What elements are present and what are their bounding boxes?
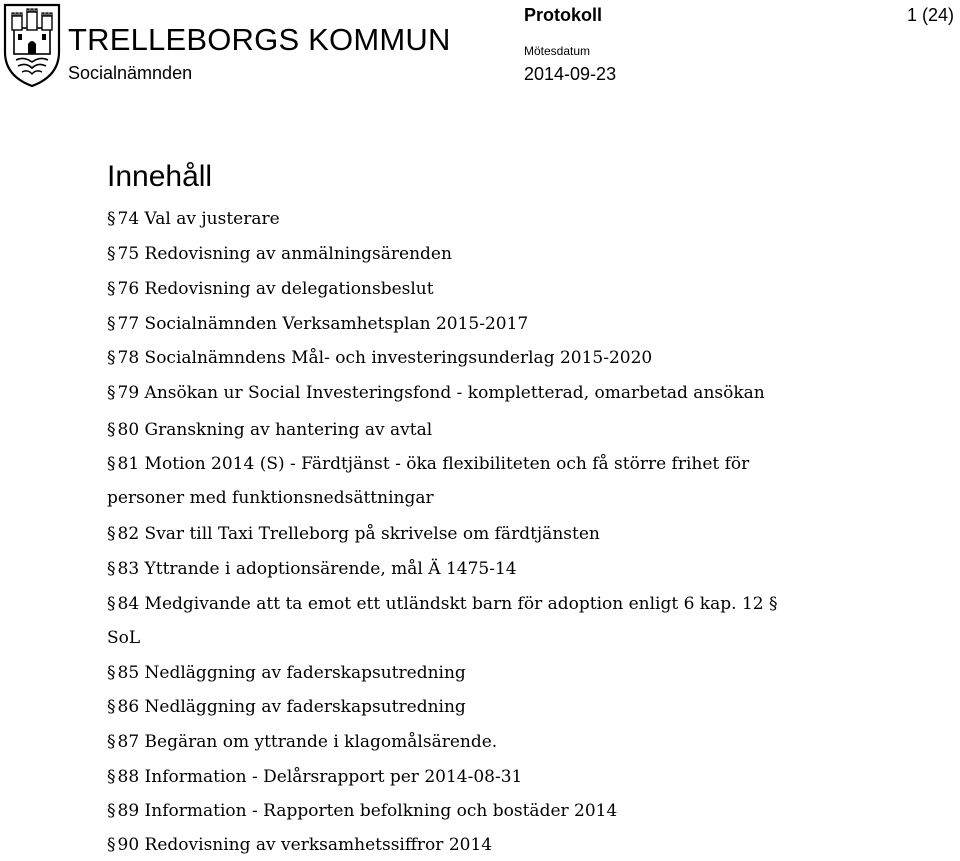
toc-item-number: 75 (117, 244, 140, 264)
toc-item-number: 82 (117, 524, 140, 544)
committee-name: Socialnämnden (68, 63, 193, 83)
section-sign: § (107, 348, 116, 368)
section-sign: § (107, 732, 116, 752)
section-sign: § (107, 801, 116, 821)
toc-item-number: 87 (117, 732, 140, 752)
toc-item-text: Redovisning av delegationsbeslut (144, 279, 434, 299)
section-sign: § (107, 835, 116, 855)
meeting-date: 2014-09-23 (524, 64, 617, 84)
toc-item (107, 452, 749, 476)
section-sign: § (107, 663, 116, 683)
section-sign: § (107, 767, 116, 787)
toc-item (107, 695, 466, 719)
toc-item-number: 86 (117, 697, 140, 717)
toc-item-number: 78 (117, 348, 140, 368)
toc-item-number: 76 (117, 279, 140, 299)
toc-item-number: 85 (117, 663, 140, 683)
section-sign: § (107, 524, 116, 544)
toc-item-text: Ansökan ur Social Investeringsfond - kompletterad, omarbetad ansökan (144, 383, 765, 403)
municipal-coat-of-arms-icon (2, 2, 62, 88)
toc-item-number: 84 (117, 594, 140, 614)
section-sign: § (107, 454, 116, 474)
section-sign: § (107, 314, 116, 334)
organization-title: TRELLEBORGS KOMMUN (68, 22, 451, 57)
toc-item (107, 833, 492, 857)
toc-item (107, 207, 280, 231)
toc-item-text: Nedläggning av faderskapsutredning (144, 663, 466, 683)
toc-item-text: Redovisning av anmälningsärenden (144, 244, 452, 264)
toc-item (107, 242, 452, 266)
toc-item-text: Information - Rapporten befolkning och bostäder 2014 (144, 801, 618, 821)
toc-item-number: 83 (117, 559, 140, 579)
page-number: 1 (24) (906, 5, 954, 25)
toc-item (107, 522, 600, 546)
toc-item-continuation (107, 626, 140, 650)
toc-item-text: Information - Delårsrapport per 2014-08-31 (144, 767, 523, 787)
toc-item-text: Granskning av hantering av avtal (144, 420, 433, 440)
section-sign: § (107, 420, 116, 440)
toc-item-text: Val av justerare (144, 209, 280, 229)
toc-item (107, 557, 517, 581)
toc-item-number: 74 (117, 209, 140, 229)
toc-item (107, 661, 466, 685)
toc-item-text: Socialnämndens Mål- och investeringsunderlag 2015-2020 (144, 348, 653, 368)
meeting-date-label: Mötesdatum (524, 44, 591, 58)
toc-item-text: Socialnämnden Verksamhetsplan 2015-2017 (144, 314, 529, 334)
toc-item-number: 81 (117, 454, 140, 474)
toc-item-text: SoL (107, 628, 141, 648)
toc-item (107, 799, 617, 823)
toc-item (107, 592, 777, 616)
toc-item-number: 89 (117, 801, 140, 821)
section-sign: § (107, 697, 116, 717)
toc-item (107, 346, 652, 370)
toc-heading: Innehåll (107, 160, 213, 193)
section-sign: § (107, 209, 116, 229)
toc-item-text: Begäran om yttrande i klagomålsärende. (144, 732, 498, 752)
toc-item (107, 312, 528, 336)
toc-item (107, 381, 765, 405)
toc-item-text: Redovisning av verksamhetssiffror 2014 (144, 835, 493, 855)
toc-item-text: Svar till Taxi Trelleborg på skrivelse om färdtjänsten (144, 524, 600, 544)
toc-item-text: Yttrande i adoptionsärende, mål Ä 1475-14 (144, 559, 517, 579)
toc-item-text: Medgivande att ta emot ett utländskt barn för adoption enligt 6 kap. 12 § (144, 594, 778, 614)
toc-item-text: Nedläggning av faderskapsutredning (144, 697, 466, 717)
toc-item-number: 79 (117, 383, 140, 403)
section-sign: § (107, 244, 116, 264)
section-sign: § (107, 279, 116, 299)
section-sign: § (107, 383, 116, 403)
toc-item (107, 765, 522, 789)
section-sign: § (107, 559, 116, 579)
toc-item (107, 418, 432, 442)
toc-item-number: 88 (117, 767, 140, 787)
toc-item (107, 277, 434, 301)
toc-item-continuation (107, 486, 434, 510)
toc-item-number: 90 (117, 835, 140, 855)
document-type: Protokoll (524, 5, 603, 25)
section-sign: § (107, 594, 116, 614)
toc-item-number: 77 (117, 314, 140, 334)
toc-item-number: 80 (117, 420, 140, 440)
toc-item-text: Motion 2014 (S) - Färdtjänst - öka flexibiliteten och få större frihet för (144, 454, 750, 474)
toc-item (107, 730, 497, 754)
toc-item-text: personer med funktionsnedsättningar (107, 488, 434, 508)
